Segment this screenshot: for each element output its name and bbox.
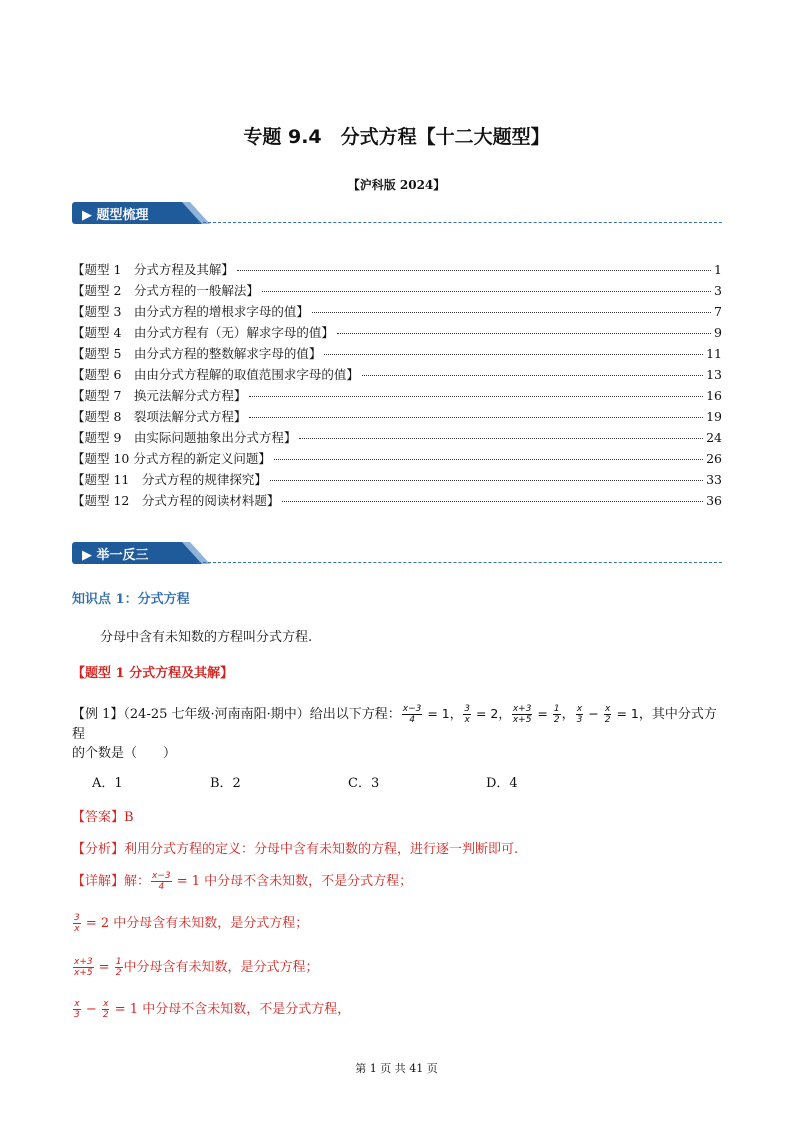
toc-row[interactable]: 【题型 9 由实际问题抽象出分式方程】 24 [72, 430, 722, 445]
detail-line-4: $\frac{x}{3}$ − $\frac{x}{2}$ = 1 中分母不含未知数，不是分式方程， [74, 999, 351, 1020]
option-d[interactable]: D．4 [486, 776, 518, 791]
toc-row[interactable]: 【题型 10 分式方程的新定义问题】 26 [72, 451, 722, 466]
toc-row[interactable]: 【题型 6 由由分式方程解的取值范围求字母的值】 13 [72, 367, 722, 382]
option-c[interactable]: C．3 [348, 776, 380, 791]
detail-line-3: $\frac{x+3}{x+5}$ = $\frac{1}{2}$ 中分母含有未知数，是分式方程； [74, 957, 319, 978]
option-a[interactable]: A．1 [92, 776, 123, 791]
analysis-line: 【分析】利用分式方程的定义：分母中含有未知数的方程，进行逐一判断即可. [72, 842, 519, 857]
toc-row[interactable]: 【题型 7 换元法解分式方程】 16 [72, 388, 722, 403]
answer-line: 【答案】B [72, 810, 134, 825]
toc-row[interactable]: 【题型 2 分式方程的一般解法】 3 [72, 283, 722, 298]
section-banner-practice [72, 542, 722, 564]
section-banner-overview [72, 202, 722, 224]
knowledge-point-heading: 知识点 1：分式方程 [72, 592, 190, 607]
definition-text: 分母中含有未知数的方程叫分式方程. [100, 630, 313, 645]
banner-label: ▶ 题型梳理 [82, 208, 149, 223]
toc-row[interactable]: 【题型 11 分式方程的规律探究】 33 [72, 472, 722, 487]
table-of-contents [72, 260, 722, 512]
type-heading: 【题型 1 分式方程及其解】 [72, 666, 234, 681]
detail-line-2: $\frac{3}{x}$ = 2 中分母含有未知数，是分式方程； [74, 913, 309, 934]
toc-row[interactable]: 【题型 3 由分式方程的增根求字母的值】 7 [72, 304, 722, 319]
detail-line-1: 【详解】解： $\frac{x-3}{4}$ = 1 中分母不含未知数，不是分式方程； [72, 871, 413, 892]
example-question-line2: 的个数是（ ） [72, 746, 177, 761]
page-title: 专题 9.4 分式方程【十二大题型】 [243, 126, 550, 148]
option-b[interactable]: B．2 [210, 776, 241, 791]
toc-row[interactable]: 【题型 1 分式方程及其解】 1 [72, 262, 722, 277]
edition-subtitle: 【沪科版 2024】 [347, 178, 446, 192]
toc-row[interactable]: 【题型 5 由分式方程的整数解求字母的值】 11 [72, 346, 722, 361]
toc-row[interactable]: 【题型 8 裂项法解分式方程】 19 [72, 409, 722, 424]
toc-row[interactable]: 【题型 4 由分式方程有（无）解求字母的值】 9 [72, 325, 722, 340]
example-question: 【例 1】（24-25 七年级·河南南阳·期中）给出以下方程： $\frac{x-3}{4}$ = 1， $\frac{3}{x}$ = 2， $\frac{x+3}{x+5}$ = $\frac{1}{2}$ ， $\frac{x}{3}$ − $\frac{x}{2}$ = 1，其中分式方程 [72, 704, 717, 742]
banner-label: ▶ 举一反三 [82, 548, 149, 563]
page-footer: 第 1 页 共 41 页 [355, 1062, 438, 1075]
toc-row[interactable]: 【题型 12 分式方程的阅读材料题】 36 [72, 493, 722, 508]
